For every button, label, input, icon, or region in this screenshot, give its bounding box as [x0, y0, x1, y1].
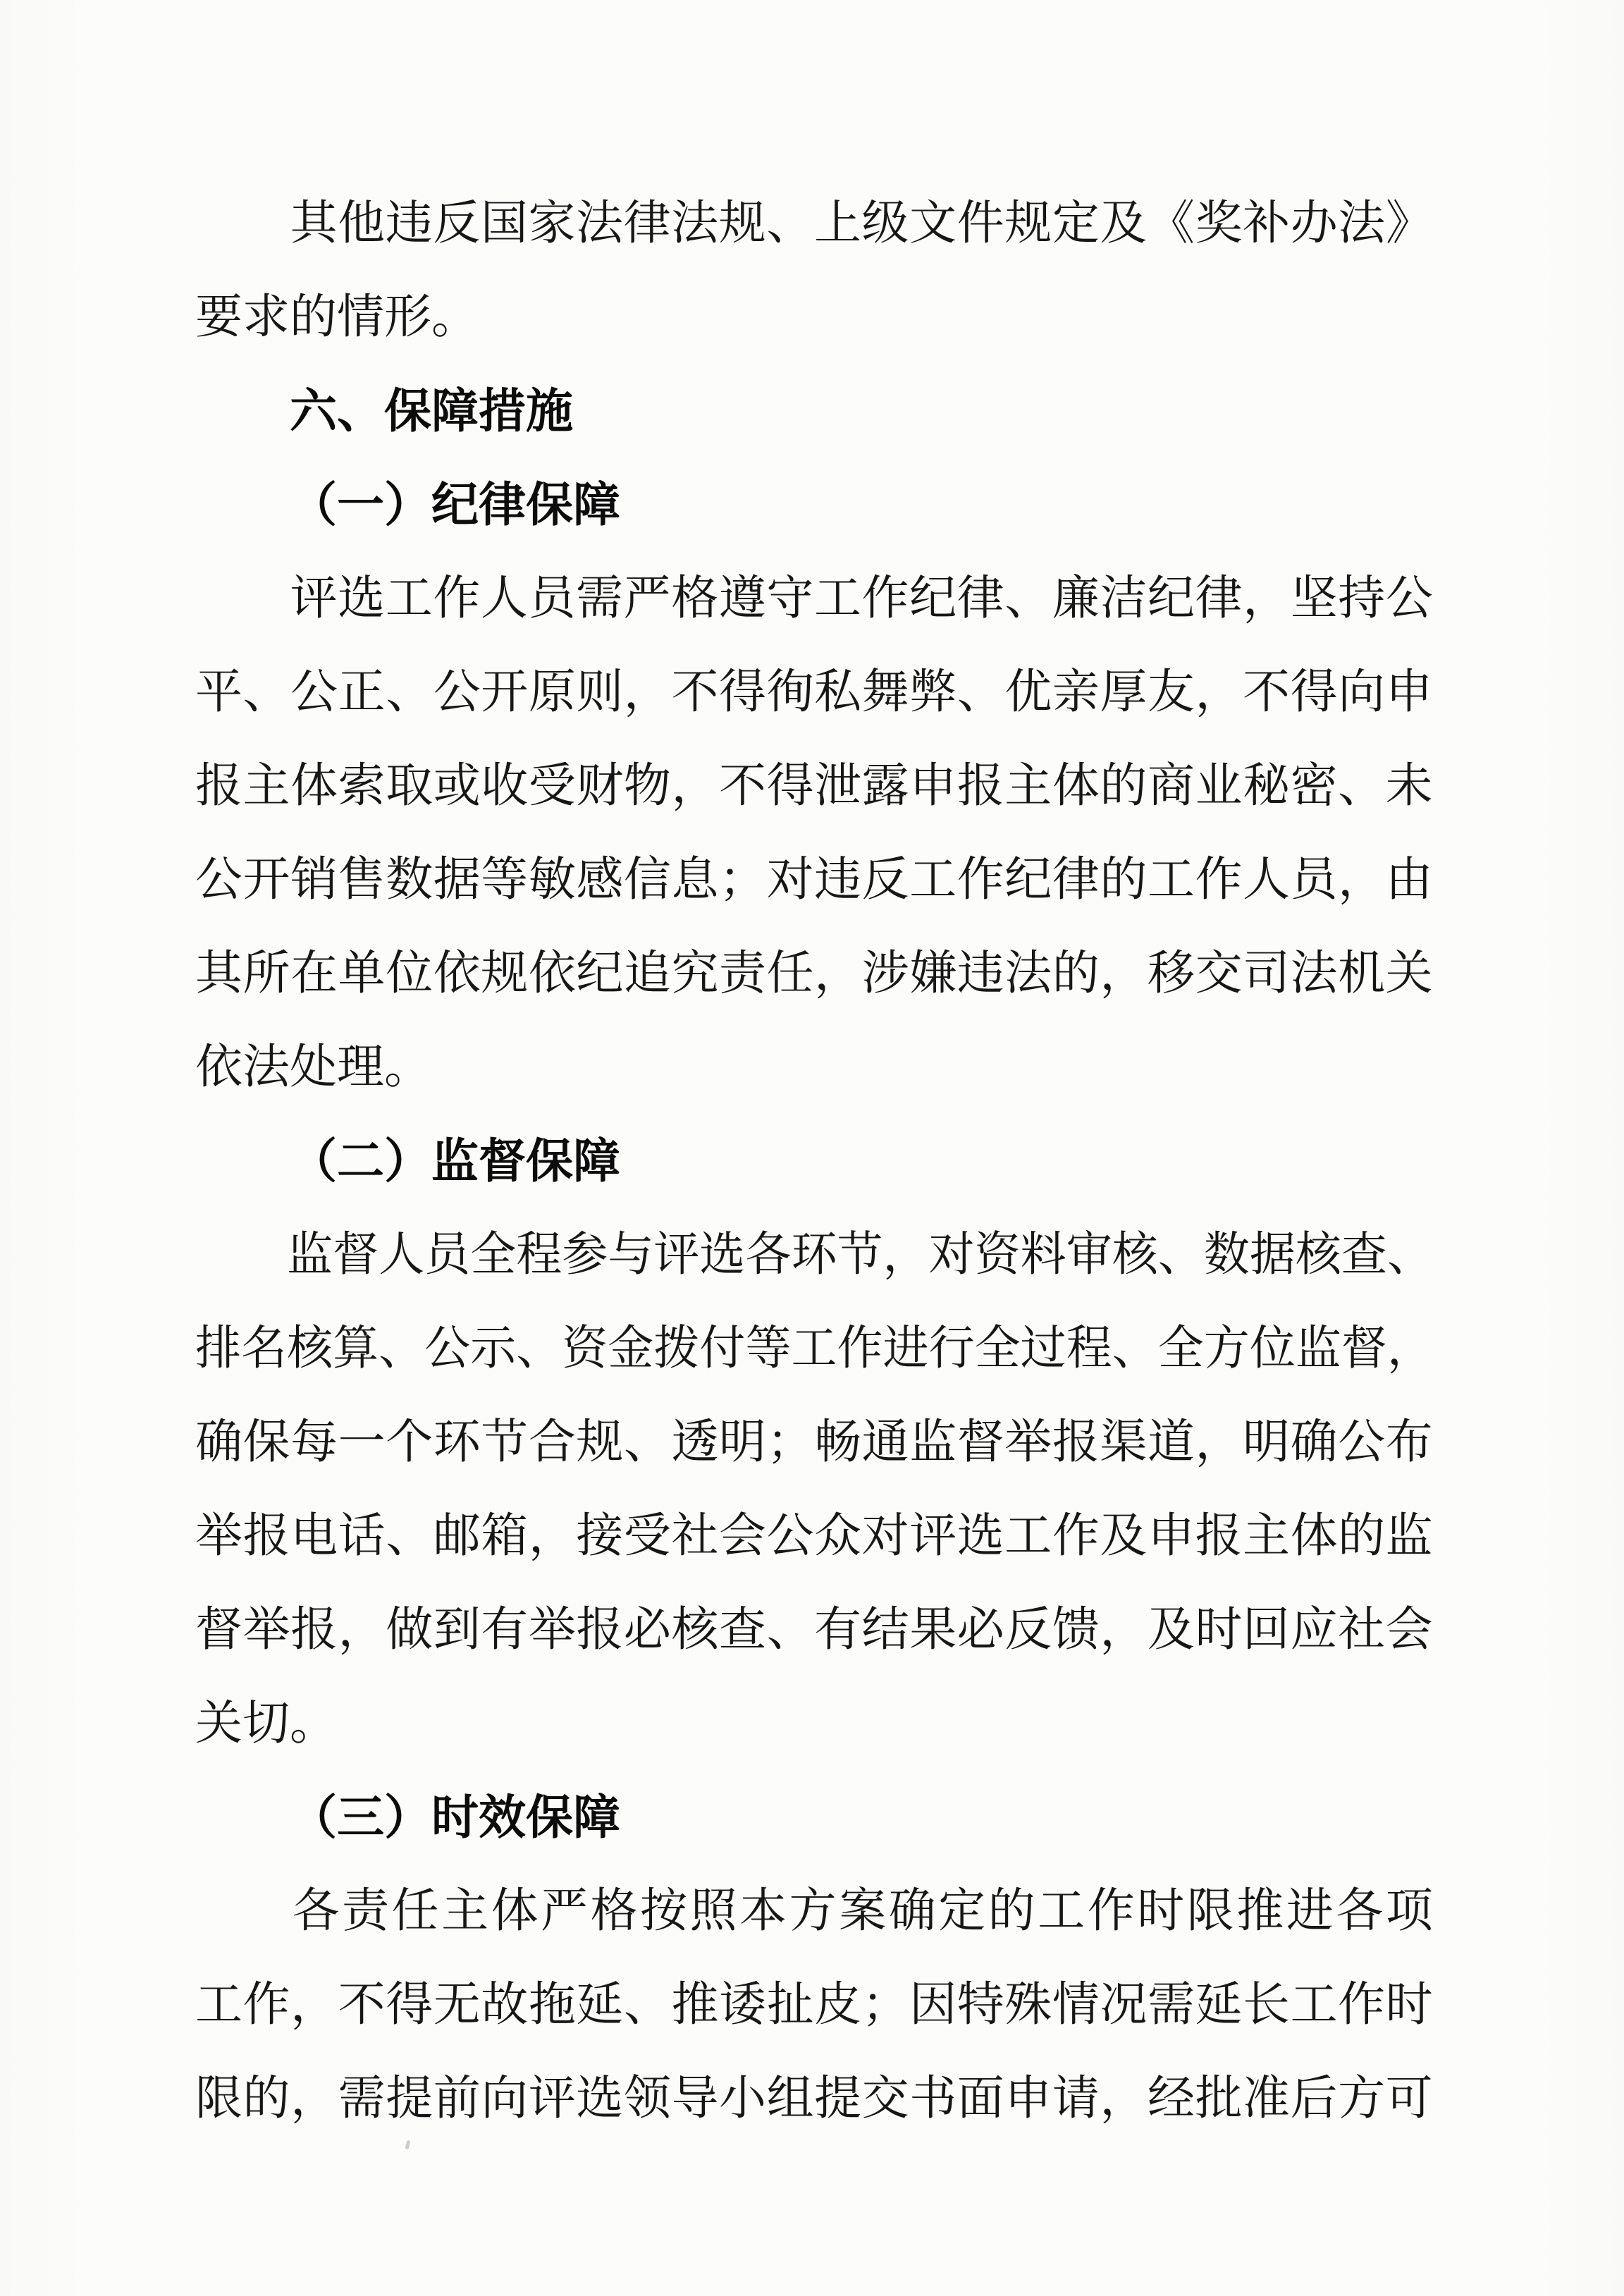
- text-line: 公 开 销 售 数 据 等 敏 感 信 息 ； 对 违 反 工 作 纪 律 的 工 作 人 员 ， 由: [195, 854, 1433, 906]
- heading-line: 六、保障措施: [290, 383, 573, 438]
- paragraph-indent: [195, 572, 290, 666]
- text-line: 排 名 核 算 、 公 示 、 资 金 拨 付 等 工 作 进 行 全 过 程 、 全 方 位 监 督 ，: [195, 1322, 1433, 1375]
- text-line: 其 所 在 单 位 依 规 依 纪 追 究 责 任 ， 涉 嫌 违 法 的 ， 移 交 司 法 机 关: [195, 947, 1433, 1000]
- text-line: 关切。: [195, 1698, 337, 1750]
- text-line: 举 报 电 话 、 邮 箱 ， 接 受 社 会 公 众 对 评 选 工 作 及 申 报 主 体 的 监: [195, 1510, 1433, 1562]
- paragraph-indent: [195, 1885, 290, 1979]
- text-line: 限 的 ， 需 提 前 向 评 选 领 导 小 组 提 交 书 面 申 请 ， 经 批 准 后 方 可: [195, 2073, 1433, 2125]
- text-line: 依法处理。: [195, 1041, 431, 1093]
- paragraph-indent: [195, 1229, 287, 1322]
- heading-line: （一）纪律保障: [290, 477, 620, 532]
- text-line: 其 他 违 反 国 家 法 律 法 规 、 上 级 文 件 规 定 及 《 奖 补 办 法 》: [195, 197, 1433, 291]
- text-line: 报 主 体 索 取 或 收 受 财 物 ， 不 得 泄 露 申 报 主 体 的 商 业 秘 密 、 未: [195, 760, 1433, 812]
- heading-line: （三）时效保障: [290, 1790, 620, 1845]
- text-block: [195, 197, 1433, 2166]
- text-line: 要求的情形。: [195, 291, 479, 343]
- text-line: 平 、 公 正 、 公 开 原 则 ， 不 得 徇 私 舞 弊 、 优 亲 厚 友 ， 不 得 向 申: [195, 666, 1433, 718]
- heading-line: （二）监督保障: [290, 1134, 620, 1189]
- text-line: 督 举 报 ， 做 到 有 举 报 必 核 查 、 有 结 果 必 反 馈 ， 及 时 回 应 社 会: [195, 1604, 1433, 1656]
- text-line: 评 选 工 作 人 员 需 严 格 遵 守 工 作 纪 律 、 廉 洁 纪 律 ， 坚 持 公: [195, 572, 1433, 666]
- text-line: 确 保 每 一 个 环 节 合 规 、 透 明 ； 畅 通 监 督 举 报 渠 道 ， 明 确 公 布: [195, 1416, 1433, 1468]
- paragraph-indent: [195, 197, 290, 291]
- text-line: 工 作 ， 不 得 无 故 拖 延 、 推 诿 扯 皮 ； 因 特 殊 情 况 需 延 长 工 作 时: [195, 1979, 1433, 2031]
- text-line: 各 责 任 主 体 严 格 按 照 本 方 案 确 定 的 工 作 时 限 推 进 各 项: [195, 1885, 1433, 1979]
- text-line: 监 督 人 员 全 程 参 与 评 选 各 环 节 ， 对 资 料 审 核 、 数 据 核 查 、: [195, 1229, 1397, 1322]
